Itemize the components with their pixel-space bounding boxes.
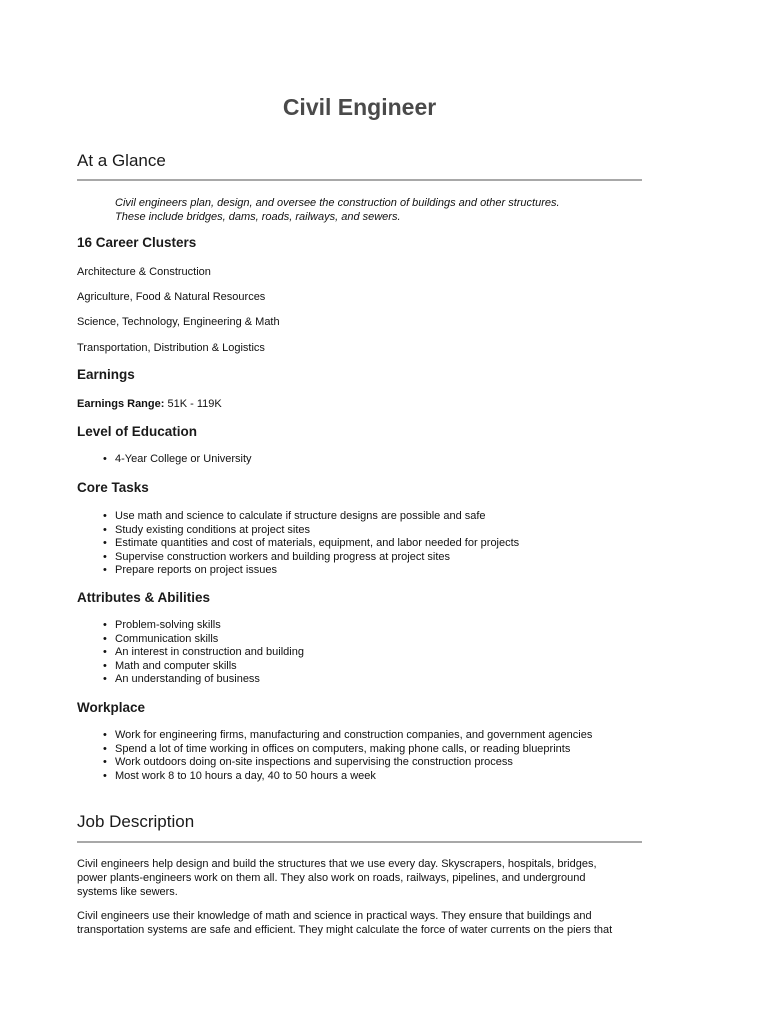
list-item: • Math and computer skills	[103, 660, 304, 674]
career-cluster-item: Architecture & Construction	[77, 266, 211, 278]
core-tasks-list	[103, 510, 519, 578]
list-item: • Prepare reports on project issues	[103, 564, 519, 578]
earnings-range	[77, 397, 222, 411]
earnings-range-label: Earnings Range:	[77, 398, 165, 410]
list-item: • Communication skills	[103, 633, 304, 647]
core-tasks-heading: Core Tasks	[77, 480, 149, 495]
career-cluster-item: Agriculture, Food & Natural Resources	[77, 291, 266, 303]
list-item: • Supervise construction workers and building progress at project sites	[103, 551, 519, 565]
section-divider	[77, 841, 642, 843]
education-list	[103, 453, 252, 467]
education-heading: Level of Education	[77, 424, 198, 439]
list-item: • Study existing conditions at project sites	[103, 524, 519, 538]
list-item: • An understanding of business	[103, 673, 304, 687]
job-description-heading: Job Description	[77, 812, 195, 831]
intro-line-2: These include bridges, dams, roads, railways, and sewers.	[115, 211, 401, 223]
job-description-paragraph-1: Civil engineers help design and build the structures that we use every day. Skyscrapers, hospitals, bridges, power plants-engineers work on them all. They also work on roads, railways, pipelines, and underground systems like sewers.	[77, 858, 597, 898]
career-cluster-item: Transportation, Distribution & Logistics	[77, 342, 265, 354]
intro-line-1: Civil engineers plan, design, and oversee the construction of buildings and other structures.	[115, 197, 560, 209]
list-item: • Problem-solving skills	[103, 619, 304, 633]
workplace-heading: Workplace	[77, 700, 146, 715]
list-item: • Estimate quantities and cost of materials, equipment, and labor needed for projects	[103, 537, 519, 551]
list-item: • Spend a lot of time working in offices on computers, making phone calls, or reading blueprints	[103, 743, 592, 757]
list-item: • Use math and science to calculate if structure designs are possible and safe	[103, 510, 519, 524]
section-divider	[77, 179, 642, 181]
at-a-glance-heading: At a Glance	[77, 151, 166, 170]
attributes-heading: Attributes & Abilities	[77, 590, 211, 605]
list-item: • Work for engineering firms, manufacturing and construction companies, and government agencies	[103, 729, 592, 743]
earnings-range-value: 51K - 119K	[167, 398, 222, 410]
career-clusters-heading: 16 Career Clusters	[77, 235, 197, 250]
list-item: • An interest in construction and building	[103, 646, 304, 660]
list-item: • Work outdoors doing on-site inspections and supervising the construction process	[103, 756, 592, 770]
workplace-list	[103, 729, 592, 783]
list-item: • 4-Year College or University	[103, 453, 252, 467]
earnings-heading: Earnings	[77, 367, 135, 382]
attributes-list	[103, 619, 304, 687]
intro-text	[115, 196, 635, 224]
list-item: • Most work 8 to 10 hours a day, 40 to 50 hours a week	[103, 770, 592, 784]
career-cluster-item: Science, Technology, Engineering & Math	[77, 316, 280, 328]
page-title: Civil Engineer	[282, 94, 437, 120]
job-description-paragraph-2: Civil engineers use their knowledge of math and science in practical ways. They ensure that buildings and transportation systems are safe and efficient. They might calculate the force of water currents on the piers that	[77, 910, 613, 936]
